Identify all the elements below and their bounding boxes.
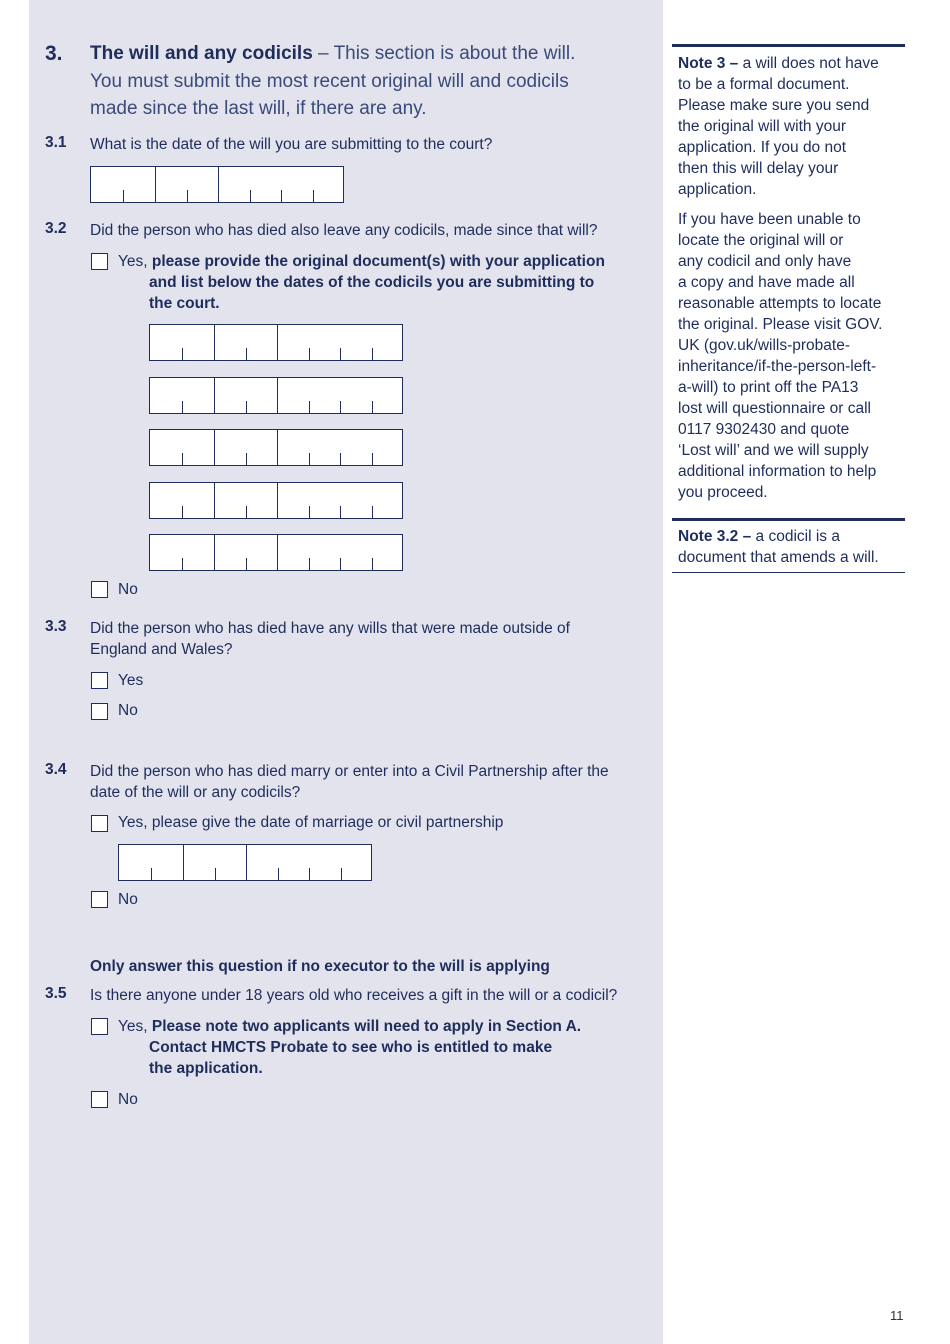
q32-yes-instruction-rest <box>149 272 594 314</box>
q33-no-label: No <box>118 702 138 719</box>
note3-p2-line-10: 0117 9302430 and quote <box>678 421 850 438</box>
note3-p2-line-8: a-will) to print off the PA13 <box>678 379 859 396</box>
q32-text: Did the person who has died also leave any codicils, made since that will? <box>90 222 598 239</box>
q35-no-label: No <box>118 1091 138 1108</box>
codicil-date-input-5[interactable] <box>149 534 403 571</box>
q31-text: What is the date of the will you are submitting to the court? <box>90 136 493 153</box>
note3-paragraph-2 <box>678 209 908 503</box>
q35-yes-instruction-rest <box>149 1037 552 1079</box>
q33-yes-checkbox[interactable] <box>91 672 108 689</box>
note3-title: Note 3 – <box>678 55 739 72</box>
q35-text: Is there anyone under 18 years old who receives a gift in the will or a codicil? <box>90 987 618 1004</box>
note3-p2-line-5: the original. Please visit GOV. <box>678 316 883 333</box>
q33-yes-label: Yes <box>118 672 144 689</box>
codicil-date-input-4[interactable] <box>149 482 403 519</box>
q33-text-line2: England and Wales? <box>90 641 233 658</box>
q34-text <box>90 761 650 803</box>
section-title-rest: – This section is about the will. <box>312 43 576 64</box>
note3-p2-line-12: additional information to help <box>678 463 877 480</box>
q35-instruction: Only answer this question if no executor to the will is applying <box>90 958 550 975</box>
q32-yes-instruction-2: and list below the dates of the codicils you are submitting to <box>149 274 595 291</box>
q32-yes-instruction-1: please provide the original document(s) with your application <box>151 253 605 270</box>
q34-no-checkbox[interactable] <box>91 891 108 908</box>
q32-yes-label: Yes, <box>118 253 152 270</box>
note3-p2-line-3: a copy and have made all <box>678 274 855 291</box>
q35-yes-instruction-1: Please note two applicants will need to apply in Section A. <box>151 1018 582 1035</box>
note32-top-rule <box>672 518 905 521</box>
section-title-line3: made since the last will, if there are any. <box>90 98 427 119</box>
q32-number: 3.2 <box>45 220 67 237</box>
q35-yes-checkbox[interactable] <box>91 1018 108 1035</box>
q33-text-line1: Did the person who has died have any wills that were made outside of <box>90 620 570 637</box>
note3-p2-line-11: ‘Lost will’ and we will supply <box>678 442 869 459</box>
q32-yes-instruction-3: the court. <box>149 295 220 312</box>
q32-no-label: No <box>118 581 138 598</box>
q33-no-checkbox[interactable] <box>91 703 108 720</box>
note3-line-3: the original will with your <box>678 118 846 135</box>
page-number: 11 <box>890 1308 904 1323</box>
marriage-date-input[interactable] <box>118 844 372 881</box>
note3-p2-line-2: any codicil and only have <box>678 253 852 270</box>
will-date-input[interactable] <box>90 166 344 203</box>
note3-p2-line-7: inheritance/if-the-person-left- <box>678 358 877 375</box>
note32-line1: a codicil is a <box>751 528 840 545</box>
q35-no-checkbox[interactable] <box>91 1091 108 1108</box>
note3-line-5: then this will delay your <box>678 160 839 177</box>
note32 <box>678 526 908 568</box>
note3-p2-line-4: reasonable attempts to locate <box>678 295 882 312</box>
note3-line-1: to be a formal document. <box>678 76 850 93</box>
q35-yes-instruction-3: the application. <box>149 1060 263 1077</box>
note3-line-6: application. <box>678 181 757 198</box>
note3-line-0: a will does not have <box>738 55 879 72</box>
q34-text-line1: Did the person who has died marry or enter into a Civil Partnership after the <box>90 763 609 780</box>
note3-p2-line-13: you proceed. <box>678 484 768 501</box>
note32-title: Note 3.2 – <box>678 528 752 545</box>
codicil-date-input-1[interactable] <box>149 324 403 361</box>
note3-p2-line-6: UK (gov.uk/wills-probate- <box>678 337 850 354</box>
q31-number: 3.1 <box>45 134 67 151</box>
q32-yes-option <box>118 251 605 272</box>
q33-number: 3.3 <box>45 618 67 635</box>
codicil-date-input-2[interactable] <box>149 377 403 414</box>
q32-yes-checkbox[interactable] <box>91 253 108 270</box>
q32-no-checkbox[interactable] <box>91 581 108 598</box>
q35-number: 3.5 <box>45 985 67 1002</box>
section-title <box>90 40 650 123</box>
q33-text <box>90 618 650 660</box>
q34-yes-label: Yes, please give the date of marriage or civil partnership <box>118 814 504 831</box>
note3-p2-line-9: lost will questionnaire or call <box>678 400 871 417</box>
q34-number: 3.4 <box>45 761 67 778</box>
q35-yes-option <box>118 1016 581 1037</box>
section-number: 3. <box>45 42 63 65</box>
note3-top-rule <box>672 44 905 47</box>
section-title-line2: You must submit the most recent original will and codicils <box>90 70 569 92</box>
note3-p2-line-1: locate the original will or <box>678 232 844 249</box>
note3 <box>678 53 908 200</box>
q35-yes-label: Yes, <box>118 1018 152 1035</box>
section-title-bold: The will and any codicils <box>90 43 313 64</box>
note3-p2-line-0: If you have been unable to <box>678 211 861 228</box>
q34-text-line2: date of the will or any codicils? <box>90 784 301 801</box>
note3-line-2: Please make sure you send <box>678 97 870 114</box>
note32-line2: document that amends a will. <box>678 549 879 566</box>
codicil-date-input-3[interactable] <box>149 429 403 466</box>
q34-yes-checkbox[interactable] <box>91 815 108 832</box>
note3-line-4: application. If you do not <box>678 139 847 156</box>
q34-no-label: No <box>118 891 138 908</box>
q35-yes-instruction-2: Contact HMCTS Probate to see who is entitled to make <box>149 1039 553 1056</box>
note32-bottom-rule <box>672 572 905 573</box>
